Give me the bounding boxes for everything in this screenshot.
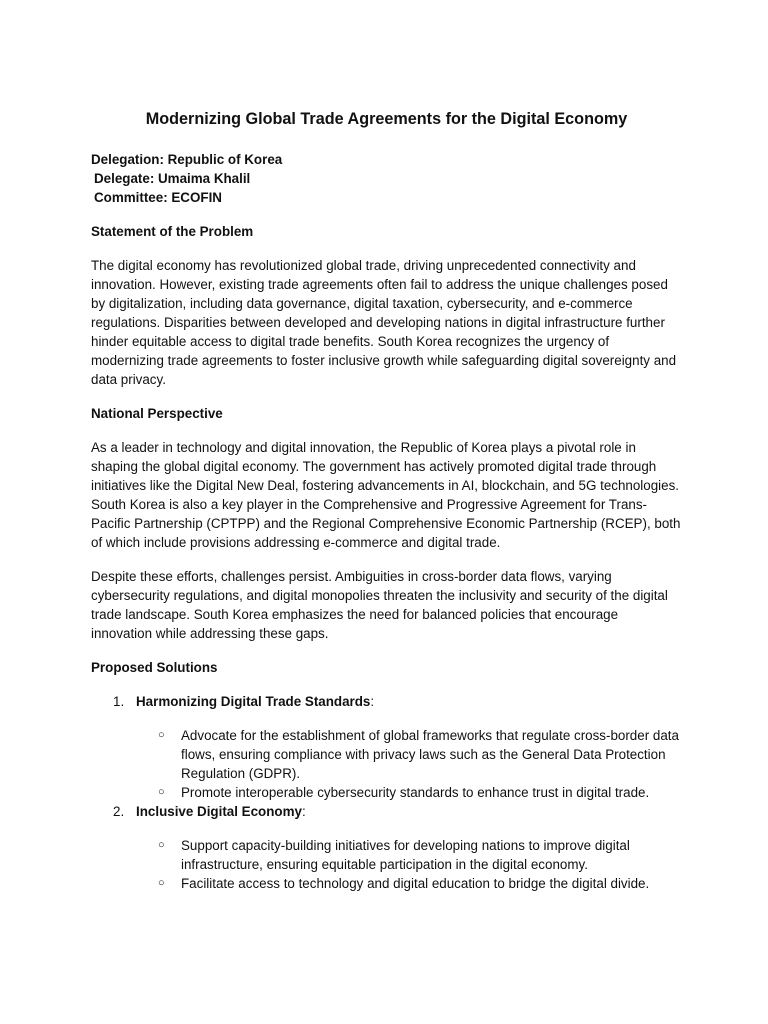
delegation-line: Delegation: Republic of Korea [91,152,283,167]
solution-heading [136,692,682,711]
solution-title: Inclusive Digital Economy [136,804,302,819]
perspective-paragraph: As a leader in technology and digital innovation, the Republic of Korea plays a pivotal role in shaping the global digital economy. The government has actively promoted digital trade through initiatives like the Digital New Deal, fostering advancements in AI, blockchain, and 5G technologies. South Korea is also a key player in the Comprehensive and Progressive Agreement for Trans-Pacific Partnership (CPTPP) and the Regional Comprehensive Economic Partnership (RCEP), both of which include provisions addressing e-commerce and digital trade. [91,440,681,550]
delegate-line: Delegate: Umaima Khalil [94,171,251,186]
committee-line: Committee: ECOFIN [94,190,222,205]
solution-point [136,836,682,874]
solution-number: 1. [113,694,125,709]
solution-point-text: Advocate for the establishment of global frameworks that regulate cross-border data flows, ensuring compliance with privacy laws such as the General Data Protection Regulation (GDPR). [181,728,679,781]
solution-point-text: Facilitate access to technology and digital education to bridge the digital divide. [181,876,650,891]
solution-points [136,836,682,893]
solution-heading [136,802,682,821]
statement-paragraph: The digital economy has revolutionized global trade, driving unprecedented connectivity and innovation. However, existing trade agreements often fail to address the unique challenges posed by digitalization, including data governance, digital taxation, cybersecurity, and e-commerce regulations. Disparities between developed and developing nations in digital infrastructure further hinder equitable access to digital trade benefits. South Korea recognizes the urgency of modernizing trade agreements to foster inclusive growth while safeguarding digital sovereignty and data privacy. [91,258,677,387]
solution-point-text: Promote interoperable cybersecurity standards to enhance trust in digital trade. [181,785,650,800]
solution-suffix: : [370,694,375,709]
solution-point-text: Support capacity-building initiatives for developing nations to improve digital infrastructure, ensuring equitable participation in the digital economy. [181,838,630,872]
solution-point [136,783,682,802]
hollow-circle-bullet-icon: ○ [158,729,165,741]
solution-number: 2. [113,804,125,819]
perspective-heading: National Perspective [91,406,223,421]
solution-suffix: : [301,804,306,819]
solution-title: Harmonizing Digital Trade Standards [136,694,371,709]
solution-item [91,802,682,893]
hollow-circle-bullet-icon: ○ [158,786,165,798]
perspective-paragraph: Despite these efforts, challenges persist. Ambiguities in cross-border data flows, varying cybersecurity regulations, and digital monopolies threaten the inclusivity and security of the digital trade landscape. South Korea emphasizes the need for balanced policies that encourage innovation while addressing these gaps. [91,569,668,641]
statement-heading: Statement of the Problem [91,224,254,239]
solutions-list [91,692,682,893]
solution-point [136,874,682,893]
solution-points [136,726,682,802]
delegation-info [91,150,682,207]
hollow-circle-bullet-icon: ○ [158,877,165,889]
solutions-heading: Proposed Solutions [91,660,218,675]
hollow-circle-bullet-icon: ○ [158,839,165,851]
solution-point [136,726,682,783]
document-title: Modernizing Global Trade Agreements for the Digital Economy [145,110,628,128]
solution-item [91,692,682,802]
